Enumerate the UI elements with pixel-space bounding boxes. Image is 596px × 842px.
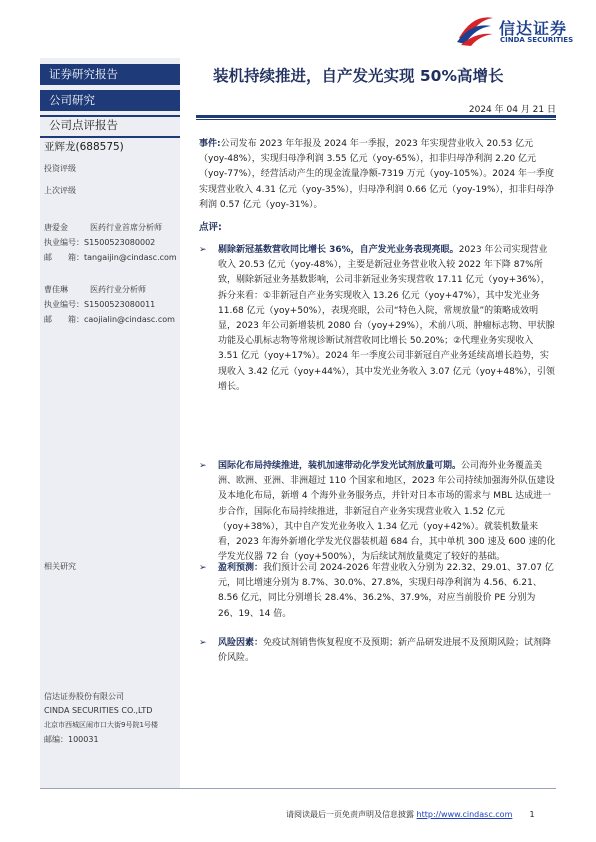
analyst-2-email[interactable]: caojialin@cindasc.com [84,315,175,324]
rating-label: 投资评级 [44,164,76,173]
bullet-heading: 盈利预测： [218,563,264,573]
arrow-bullet-icon: ➢ [199,245,207,255]
analyst-2-header [44,284,146,295]
title-rule [196,115,556,118]
analyst-2-name: 曹佳琳 [44,285,68,294]
company-name-en: CINDA SECURITIES CO.,LTD [44,706,153,715]
bullet-text: 我们预计公司 2024-2026 年营业收入分别为 22.32、29.01、37.07 亿元，同比增速分别为 8.7%、30.0%、27.8%，实现归母净利润为 4.56、6.21、8.56 亿元，同比分别增长 28.4%、36.2%、37.9%，对应当前股价 PE 分别为 26、19、14 倍。 [218,563,554,619]
report-type-tag: 证券研究报告 [40,64,180,85]
bullet-text: 公司海外业务覆盖美洲、欧洲、亚洲、非洲超过 110 个国家和地区，2023 年公司持续加强海外队伍建设及本地化布局，新增 4 个海外业务服务点，并针对日本市场的需求与 MBL 达成进一步合作，国际化布局持续推进，非新冠自产业务实现营业收入 1.52 亿元（yoy+38%），其中自产发光业务收入 1.34 亿元（yoy+42%）。就装机数量来看，2023 年海外新增化学发光仪器装机超 684 台，其中单机 300 速及 600 速的化学发光仪器 72 台（yoy+500%），为后续试剂放量奠定了较好的基础。 [218,461,556,563]
analyst-2-email-label: 邮 箱： [44,315,84,324]
research-type-tag: 公司研究 [40,90,180,111]
analyst-1-name: 唐爱金 [44,223,68,232]
footer-disclaimer: 请阅读最后一页免责声明及信息披露 [286,810,417,819]
company-address: 北京市西城区闹市口大街9号院1号楼 [44,721,158,729]
analyst-1-email-row [44,252,177,263]
arrow-bullet-icon: ➢ [199,563,207,573]
title-rule-thin [196,119,556,120]
analyst-2-title: 医药行业分析师 [90,285,146,294]
report-title: 装机持续推进，自产发光实现 50%高增长 [213,67,504,85]
bullet-text: 免疫试剂销售恢复程度不及预期；新产品研发进展不及预期风险；试剂降价风险。 [218,638,552,664]
event-label: 事件: [199,139,221,149]
cinda-logo [455,12,587,48]
analyst-1-license: 执业编号：S1500523080002 [44,238,156,247]
footer-website-link[interactable]: http://www.cindasc.com [416,810,513,819]
analyst-1-title: 医药行业首席分析师 [90,223,162,232]
footer-rule [40,788,556,789]
report-date: 2024 年 04 月 21 日 [468,105,556,115]
bullet-text: 2023 年公司实现营业收入 20.53 亿元（yoy-48%），主要是新冠业务营业收入较 2022 年下降 87%所致，剔除新冠业务基数影响，公司非新冠业务实现营收 17.11 亿元（yoy+36%），拆分来看：①非新冠自产业务实现收入 13.26 亿元（yoy+47%），其中发光业务 11.68 亿元（yoy+50%），表现亮眼，公司“特色入院，常规放量”的策略成效明显，2023 年公司新增装机 2080 台（yoy+29%），术前八项、肿瘤标志物、甲状腺功能及心肌标志物等常规诊断试剂营收同比增长 50.20%；②代理业务实现收入 3.51 亿元（yoy+17%）。2024 年一季度公司非新冠自产业务延续高增长趋势，实现收入 3.42 亿元（yoy+44%），其中发光业务收入 3.07 亿元（yoy+48%），引领增长。 [218,245,555,392]
company-postcode: 邮编：100031 [44,735,99,744]
analyst-1-header [44,222,162,233]
logo-chinese-name: 信达证券 [499,19,568,38]
cinda-logo-icon [455,12,495,46]
previous-rating-label: 上次评级 [44,186,76,195]
footer [286,809,535,820]
commentary-label: 点评: [199,222,222,233]
arrow-bullet-icon: ➢ [199,638,207,648]
bullet-heading: 剔除新冠基数营收同比增长 36%，自产发光业务表现亮眼。 [218,245,459,255]
analyst-2-license: 执业编号：S1500523080011 [44,300,156,309]
logo-english-name: CINDA SECURITIES [500,36,574,44]
analyst-1-email-label: 邮 箱： [44,253,84,262]
page-number: 1 [529,810,535,819]
analyst-1-email[interactable]: tangaijin@cindasc.com [84,253,177,262]
related-research-label: 相关研究 [44,562,76,571]
report-category-tag: 公司点评报告 [49,118,118,132]
company-name-cn: 信达证券股份有限公司 [44,692,124,701]
event-text: 公司发布 2023 年年报及 2024 年一季报，2023 年实现营业收入 20.53 亿元（yoy-48%），实现归母净利润 3.55 亿元（yoy-65%），扣非归母净利润 2.20 亿元（yoy-77%），经营活动产生的现金流量净额-7319 万元（yoy-105%）。2024 年一季度实现营业收入 4.31 亿元（yoy-35%），归母净利润 0.66 亿元（yoy-19%），扣非归母净利润 0.57 亿元（yoy-31%）。 [199,139,555,210]
bullet-heading: 风险因素： [218,638,264,648]
sidebar-divider [40,136,180,138]
analyst-2-email-row [44,314,175,325]
arrow-bullet-icon: ➢ [199,461,207,471]
event-summary [199,137,556,213]
company-code: 亚辉龙(688575) [44,141,124,153]
bullet-heading: 国际化布局持续推进，装机加速带动化学发光试剂放量可期。 [218,461,462,471]
